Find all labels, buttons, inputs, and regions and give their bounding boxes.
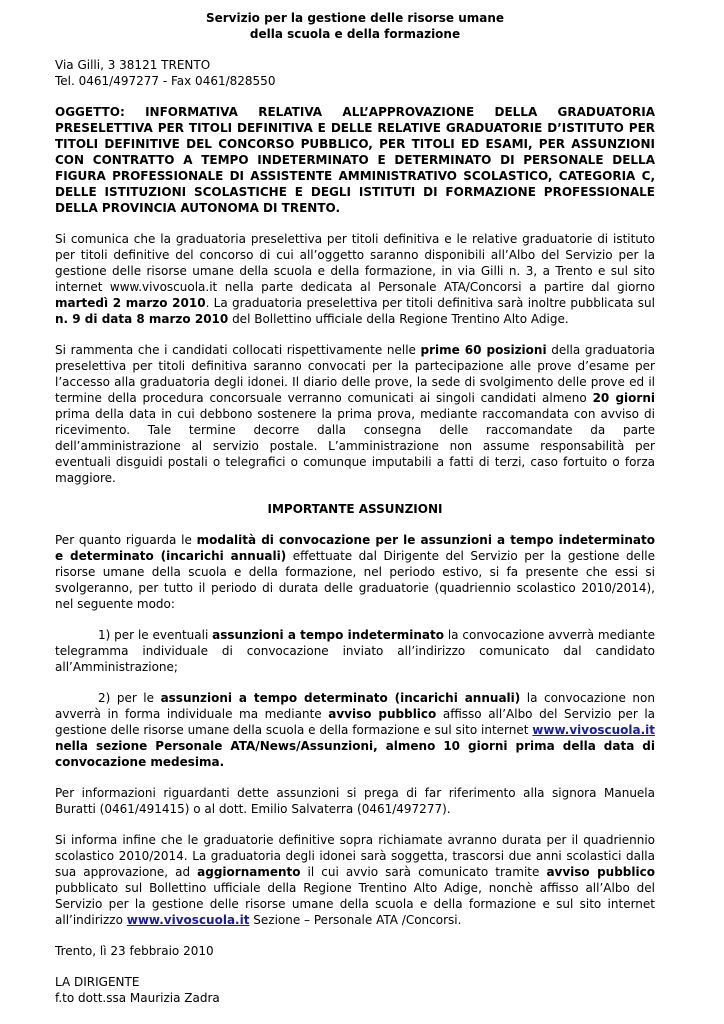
text-run: Sezione – Personale ATA /Concorsi.: [249, 913, 462, 927]
list-item-determinato: [55, 690, 655, 770]
header-line-1: Servizio per la gestione delle risorse umane: [205, 11, 505, 25]
address-block: [55, 57, 655, 89]
header-line-2: della scuola e della formazione: [249, 27, 461, 41]
bold-positions: prime 60 posizioni: [420, 343, 547, 357]
bold-days: 20 giorni: [592, 391, 655, 405]
bold-indeterminato: assunzioni a tempo indeterminato: [212, 628, 444, 642]
vivoscuola-link[interactable]: www.vivoscuola.it: [126, 913, 250, 927]
bold-avviso: avviso pubblico: [546, 865, 655, 879]
signature-role: LA DIRIGENTE: [55, 975, 140, 989]
text-run: Per quanto riguarda le: [55, 533, 197, 547]
paragraph-update: [55, 832, 655, 928]
text-run: . La graduatoria preselettiva per titoli definitiva sarà inoltre pubblicata sul: [205, 296, 655, 310]
text-run: Si comunica che la graduatoria preselettiva per titoli definitiva e le relative graduatorie di istituto per titoli definitive del concorso di cui all’oggetto saranno disponibili all’Albo del Servizio per la gestione delle risorse umane della scuola e della formazione, in via Gilli n. 3, a Trento e sul sito internet www.vivoscuola.it nella parte dedicata al Personale ATA/Concorsi a partire dal giorno: [55, 232, 655, 294]
text-run: affisso all’Albo del Servizio per la gestione delle risorse umane della scuola e della formazione e sul sito internet: [55, 707, 656, 737]
paragraph-publication: [55, 231, 655, 327]
bold-news-section: nella sezione Personale ATA/News/Assunzioni, almeno 10 giorni prima della data di convocazione medesima.: [55, 739, 655, 769]
paragraph-contacts: Per informazioni riguardanti dette assunzioni si prega di far riferimento alla signora Manuela Buratti (0461/491415) o al dott. Emilio Salvaterra (0461/497277).: [55, 786, 655, 816]
signature-block: [55, 974, 655, 1006]
section-title: IMPORTANTE ASSUNZIONI: [267, 502, 443, 516]
text-run: prima della data in cui debbono sostenere la prima prova, mediante raccomandata con avviso di ricevimento. Tale termine decorre dalla consegna delle raccomandate da parte dell’amministrazione al servizio postale. L’amministrazione non assume responsabilità per eventuali disguidi postali o telegrafici o comunque imputabili a fatti di terzi, caso fortuito o forza maggiore.: [55, 407, 655, 485]
bold-date: martedì 2 marzo 2010: [55, 296, 206, 310]
vivoscuola-link[interactable]: www.vivoscuola.it: [532, 723, 655, 737]
text-run: la convocazione avverrà mediante telegramma individuale di convocazione inviato all’indirizzo comunicato dal candidato all’Amministrazione;: [55, 628, 655, 674]
bold-determinato: assunzioni a tempo determinato (incarichi annuali): [160, 691, 521, 705]
signature-name: f.to dott.ssa Maurizia Zadra: [55, 991, 220, 1005]
text-run: effettuate dal Dirigente del Servizio per la gestione delle risorse umane della scuola e della formazione, nel periodo estivo, si fa presente che essi si svolgeranno, per tutto il periodo di durata delle graduatorie (quadriennio scolastico 2010/2014), nel seguente modo:: [55, 549, 655, 611]
text-run: 1) per le eventuali: [98, 628, 213, 642]
text-run: Si rammenta che i candidati collocati rispettivamente nelle: [55, 343, 421, 357]
bold-bulletin: n. 9 di data 8 marzo 2010: [55, 312, 229, 326]
text-run: Si informa infine che le graduatorie definitive sopra richiamate avranno durata per il quadriennio scolastico 2010/2014. La graduatoria degli idonei sarà soggetta, trascorsi due anni scolastici dalla sua approvazione, ad: [55, 833, 655, 879]
bold-modalities: modalità di convocazione per le assunzioni a tempo indeterminato e determinato (incarichi annuali): [55, 533, 655, 563]
text-run: del Bollettino ufficiale della Regione Trentino Alto Adige.: [228, 312, 569, 326]
text-run: 2) per le: [98, 691, 161, 705]
list-item-indeterminato: [55, 627, 655, 675]
date-line: Trento, lì 23 febbraio 2010: [55, 944, 214, 958]
address-phone: Tel. 0461/497277 - Fax 0461/828550: [55, 74, 276, 88]
text-run: la convocazione non avverrà in forma individuale ma mediante: [55, 691, 655, 721]
bold-aggiornamento: aggiornamento: [197, 865, 301, 879]
text-run: pubblicato sul Bollettino ufficiale della Regione Trentino Alto Adige, nonchè affisso all’Albo del Servizio per la gestione delle risorse umane della scuola e della formazione e sul sito internet all’indirizzo: [55, 881, 655, 927]
document-page: [55, 10, 655, 1006]
text-run: il cui avvio sarà comunicato tramite: [300, 865, 547, 879]
bold-avviso: avviso pubblico: [328, 707, 437, 721]
paragraph-candidates: [55, 342, 655, 486]
document-header: [55, 10, 655, 42]
paragraph-modalities: [55, 532, 655, 612]
subject-paragraph: OGGETTO: INFORMATIVA RELATIVA ALL’APPROVAZIONE DELLA GRADUATORIA PRESELETTIVA PER TITOLI DEFINITIVA E DELLE RELATIVE GRADUATORIE D’ISTITUTO PER TITOLI DEFINITIVE DEL CONCORSO PUBBLICO, PER TITOLI ED ESAMI, PER ASSUNZIONI CON CONTRATTO A TEMPO INDETERMINATO E DETERMINATO DI PERSONALE DELLA FIGURA PROFESSIONALE DI ASSISTENTE AMMINISTRATIVO SCOLASTICO, CATEGORIA C, DELLE ISTITUZIONI SCOLASTICHE E DEGLI ISTITUTI DI FORMAZIONE PROFESSIONALE DELLA PROVINCIA AUTONOMA DI TRENTO.: [55, 105, 655, 215]
text-run: della graduatoria preselettiva per titoli definitiva saranno convocati per la partecipazione alle prove d’esame per l’accesso alla graduatoria degli idonei. Il diario delle prove, la sede di svolgimento delle prove ed il termine della procedura concorsuale verranno comunicati ai singoli candidati almeno: [55, 343, 655, 405]
address-street: Via Gilli, 3 38121 TRENTO: [55, 58, 211, 72]
